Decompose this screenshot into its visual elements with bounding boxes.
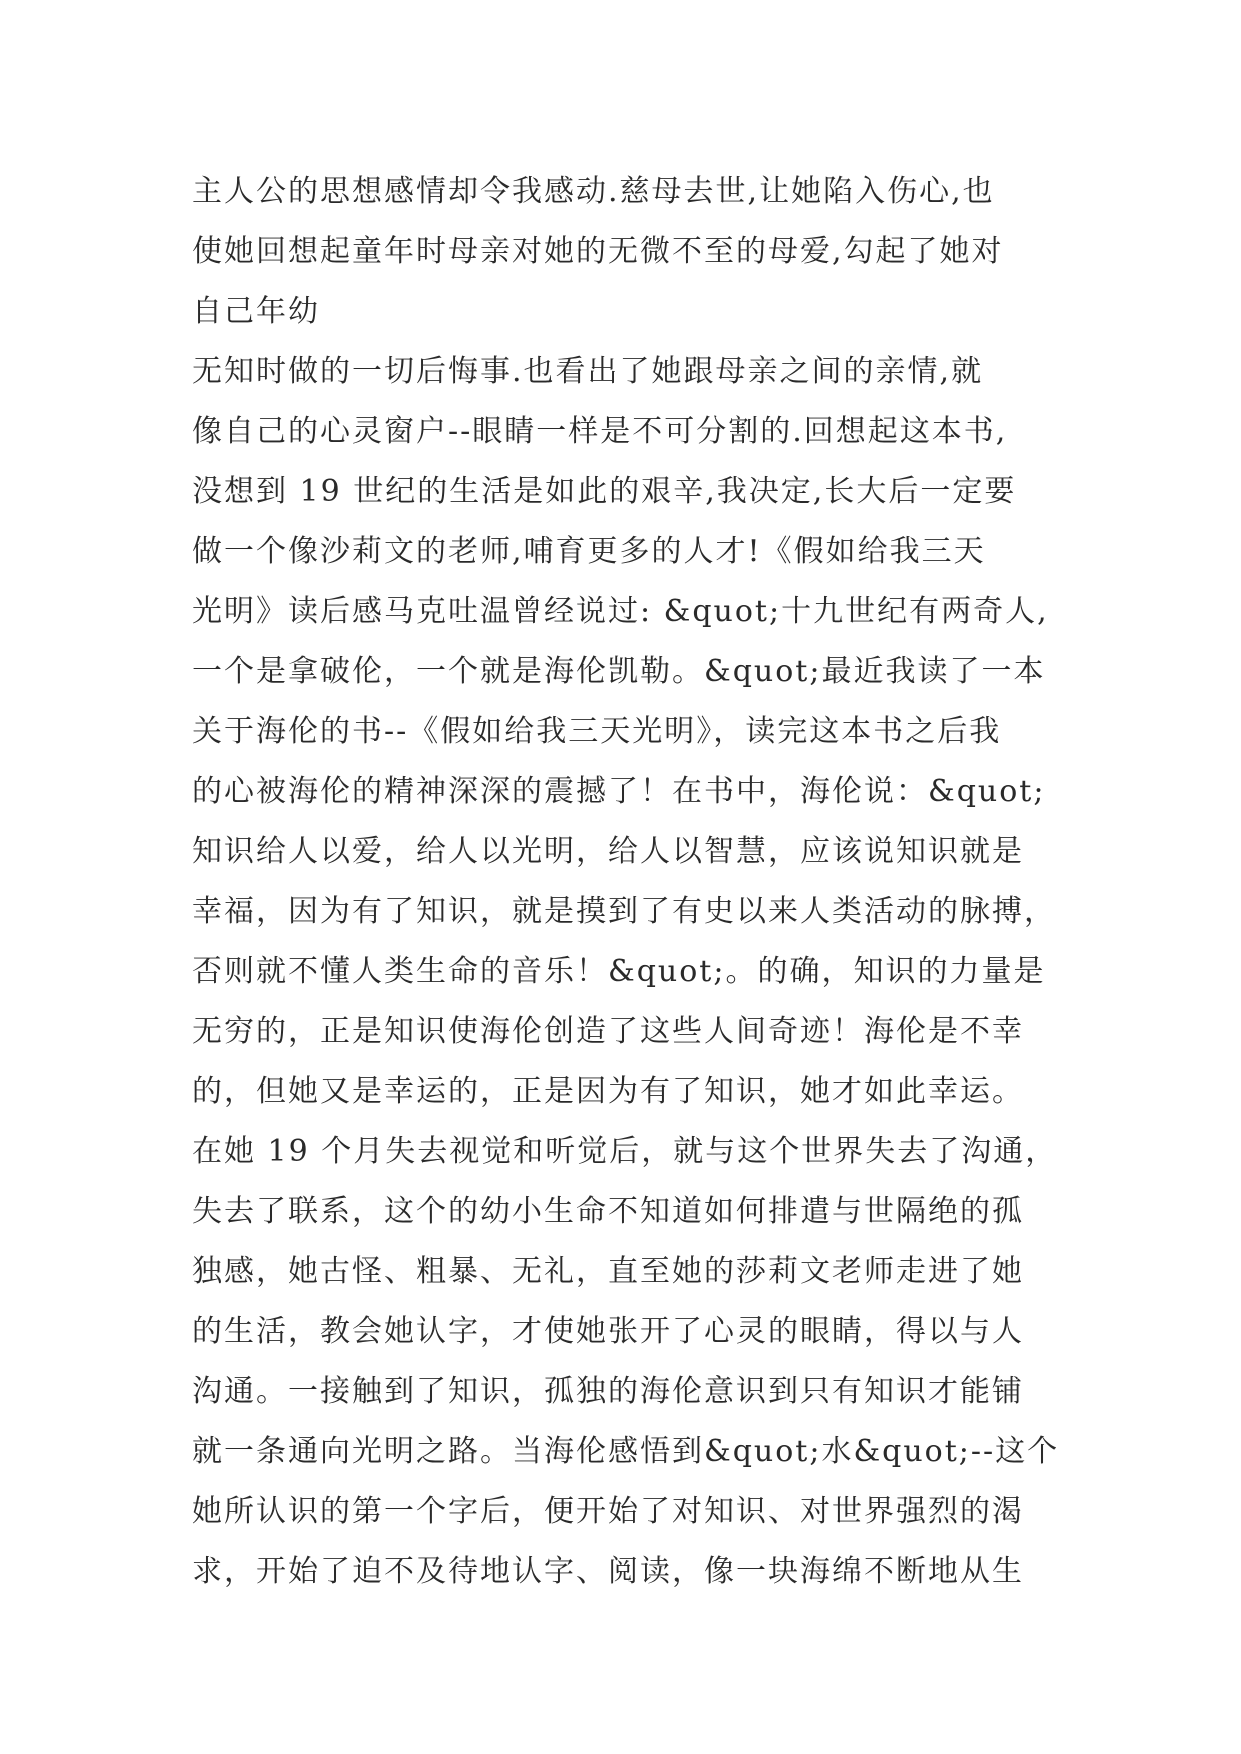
text-line: 她所认识的第一个字后，便开始了对知识、对世界强烈的渴 bbox=[192, 1494, 1024, 1529]
text-line: 知识给人以爱，给人以光明，给人以智慧，应该说知识就是 bbox=[192, 834, 1024, 869]
text-line: 光明》读后感马克吐温曾经说过: &quot;十九世纪有两奇人, bbox=[192, 594, 1049, 629]
body-text bbox=[192, 162, 1092, 1602]
text-line: 自己年幼 bbox=[192, 294, 320, 329]
text-line: 求，开始了迫不及待地认字、阅读，像一块海绵不断地从生 bbox=[192, 1554, 1024, 1589]
text-line: 失去了联系，这个的幼小生命不知道如何排遣与世隔绝的孤 bbox=[192, 1194, 1024, 1229]
text-line: 像自己的心灵窗户--眼睛一样是不可分割的.回想起这本书, bbox=[192, 414, 1008, 449]
text-line: 在她 19 个月失去视觉和听觉后，就与这个世界失去了沟通， bbox=[192, 1134, 1058, 1169]
text-line: 没想到 19 世纪的生活是如此的艰辛,我决定,长大后一定要 bbox=[192, 474, 1017, 509]
text-line: 关于海伦的书--《假如给我三天光明》，读完这本书之后我 bbox=[192, 714, 1002, 749]
text-line: 独感，她古怪、粗暴、无礼，直至她的莎莉文老师走进了她 bbox=[192, 1254, 1024, 1289]
text-line: 否则就不懂人类生命的音乐！&quot;。的确，知识的力量是 bbox=[192, 954, 1046, 989]
text-line: 沟通。一接触到了知识，孤独的海伦意识到只有知识才能铺 bbox=[192, 1374, 1024, 1409]
text-line: 幸福，因为有了知识，就是摸到了有史以来人类活动的脉搏， bbox=[192, 894, 1056, 929]
text-line: 一个是拿破伦，一个就是海伦凯勒。&quot;最近我读了一本 bbox=[192, 654, 1046, 689]
text-line: 无穷的，正是知识使海伦创造了这些人间奇迹！海伦是不幸 bbox=[192, 1014, 1024, 1049]
text-line: 主人公的思想感情却令我感动.慈母去世,让她陷入伤心,也 bbox=[192, 174, 995, 209]
text-line: 的生活，教会她认字，才使她张开了心灵的眼睛，得以与人 bbox=[192, 1314, 1024, 1349]
text-line: 做一个像沙莉文的老师,哺育更多的人才!《假如给我三天 bbox=[192, 534, 986, 569]
text-line: 无知时做的一切后悔事.也看出了她跟母亲之间的亲情,就 bbox=[192, 354, 984, 389]
text-line: 的，但她又是幸运的，正是因为有了知识，她才如此幸运。 bbox=[192, 1074, 1024, 1109]
text-line: 就一条通向光明之路。当海伦感悟到&quot;水&quot;--这个 bbox=[192, 1434, 1060, 1469]
text-line: 使她回想起童年时母亲对她的无微不至的母爱,勾起了她对 bbox=[192, 234, 1004, 269]
text-line: 的心被海伦的精神深深的震撼了！在书中，海伦说：&quot; bbox=[192, 774, 1046, 809]
